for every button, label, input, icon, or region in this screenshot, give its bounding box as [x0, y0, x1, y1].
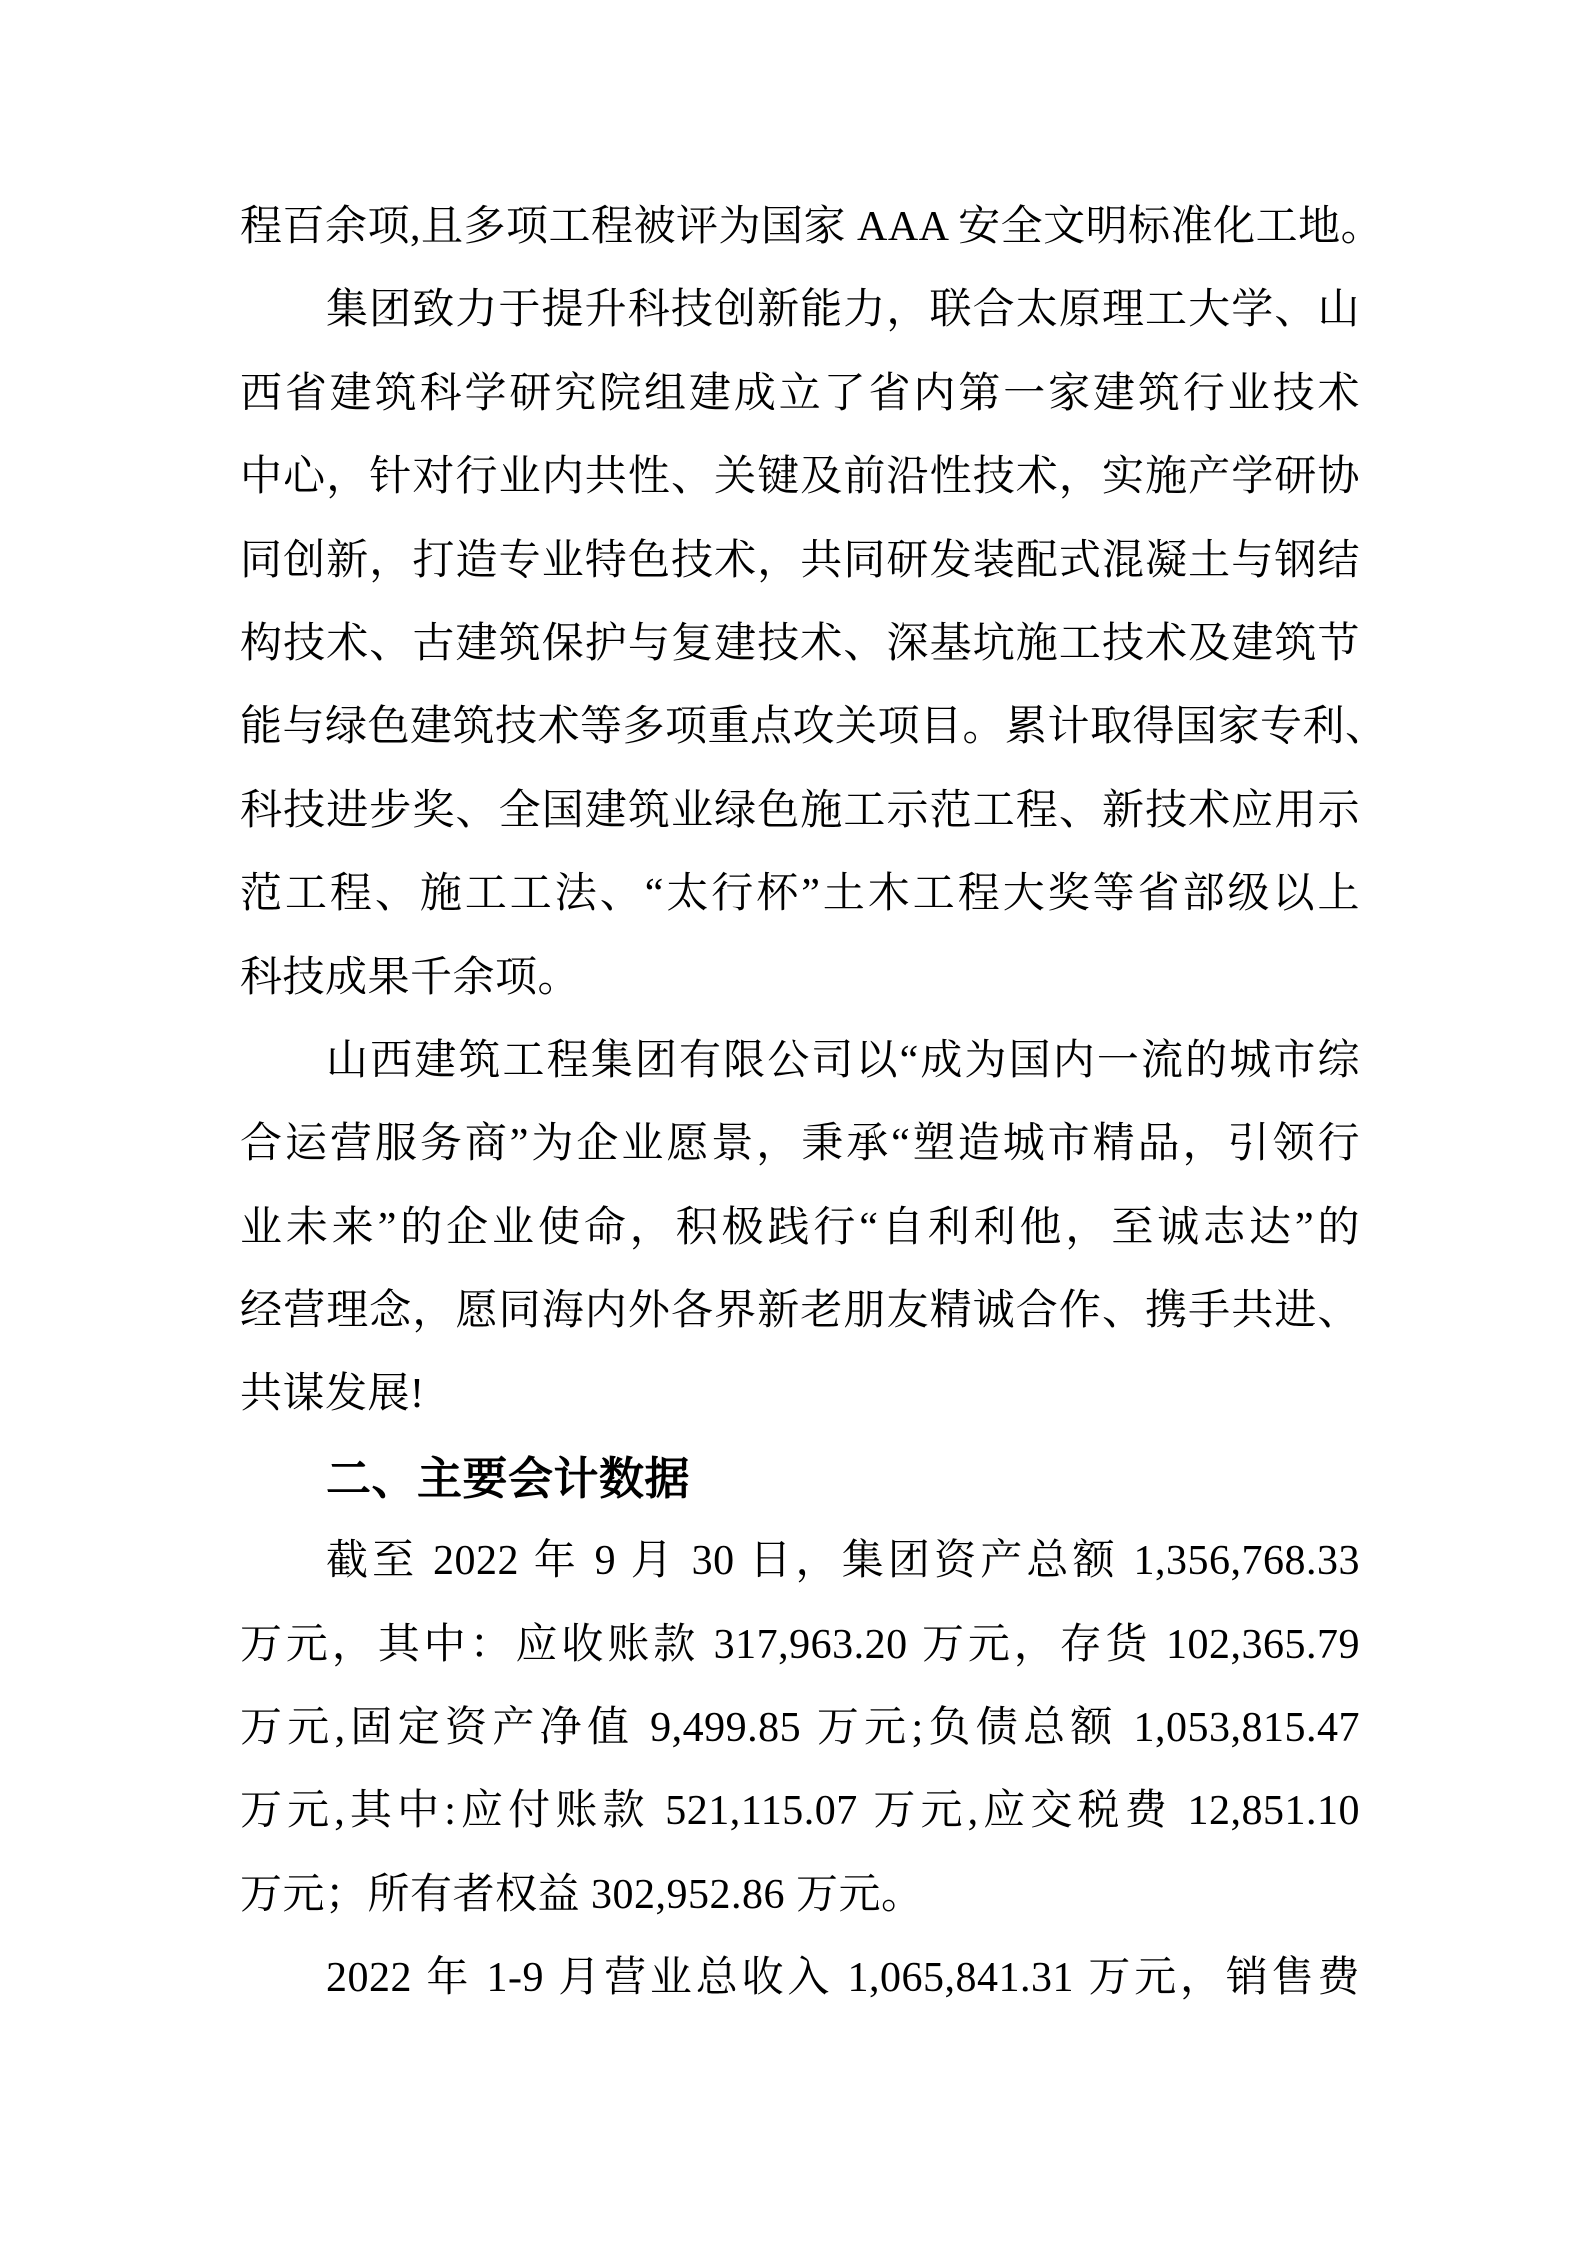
body-text-line: 科技成果千余项。	[240, 954, 581, 1001]
body-text-line: 山西建筑工程集团有限公司以“成为国内一流的城市综	[326, 1037, 1360, 1084]
body-text-line: 同创新，打造专业特色技术，共同研发装配式混凝土与钢结	[240, 537, 1360, 584]
body-text-line: 万元,其中:应付账款 521,115.07 万元,应交税费 12,851.10	[240, 1788, 1360, 1835]
body-text-line: 西省建筑科学研究院组建成立了省内第一家建筑行业技术	[240, 370, 1360, 417]
body-text-line: 合运营服务商”为企业愿景，秉承“塑造城市精品，引领行	[240, 1121, 1360, 1168]
body-text-line: 构技术、古建筑保护与复建技术、深基坑施工技术及建筑节	[240, 620, 1360, 667]
body-text-line: 程百余项,且多项工程被评为国家 AAA 安全文明标准化工地。	[240, 204, 1384, 250]
body-text-line: 经营理念，愿同海内外各界新老朋友精诚合作、携手共进、	[240, 1288, 1360, 1335]
section-heading: 二、主要会计数据	[326, 1452, 691, 1504]
body-text-line: 共谋发展!	[240, 1371, 425, 1418]
body-text-line: 万元,固定资产净值 9,499.85 万元;负债总额 1,053,815.47	[240, 1705, 1360, 1752]
body-text-line: 万元；所有者权益 302,952.86 万元。	[240, 1871, 924, 1918]
body-text-line: 2022 年 1-9 月营业总收入 1,065,841.31 万元，销售费	[326, 1955, 1360, 2002]
body-text-line: 能与绿色建筑技术等多项重点攻关项目。累计取得国家专利、	[240, 704, 1388, 751]
body-text-line: 中心，针对行业内共性、关键及前沿性技术，实施产学研协	[240, 454, 1360, 501]
body-text-line: 万元，其中：应收账款 317,963.20 万元，存货 102,365.79	[240, 1621, 1360, 1668]
body-text-line: 范工程、施工工法、“太行杯”土木工程大奖等省部级以上	[240, 871, 1360, 918]
body-text-line: 业未来”的企业使命，积极践行“自利利他，至诚志达”的	[240, 1204, 1360, 1251]
body-text-line: 科技进步奖、全国建筑业绿色施工示范工程、新技术应用示	[240, 787, 1360, 834]
text-block	[240, 186, 1388, 2021]
body-text-line: 集团致力于提升科技创新能力，联合太原理工大学、山	[326, 287, 1360, 334]
body-text-line: 截至 2022 年 9 月 30 日，集团资产总额 1,356,768.33	[326, 1538, 1360, 1585]
